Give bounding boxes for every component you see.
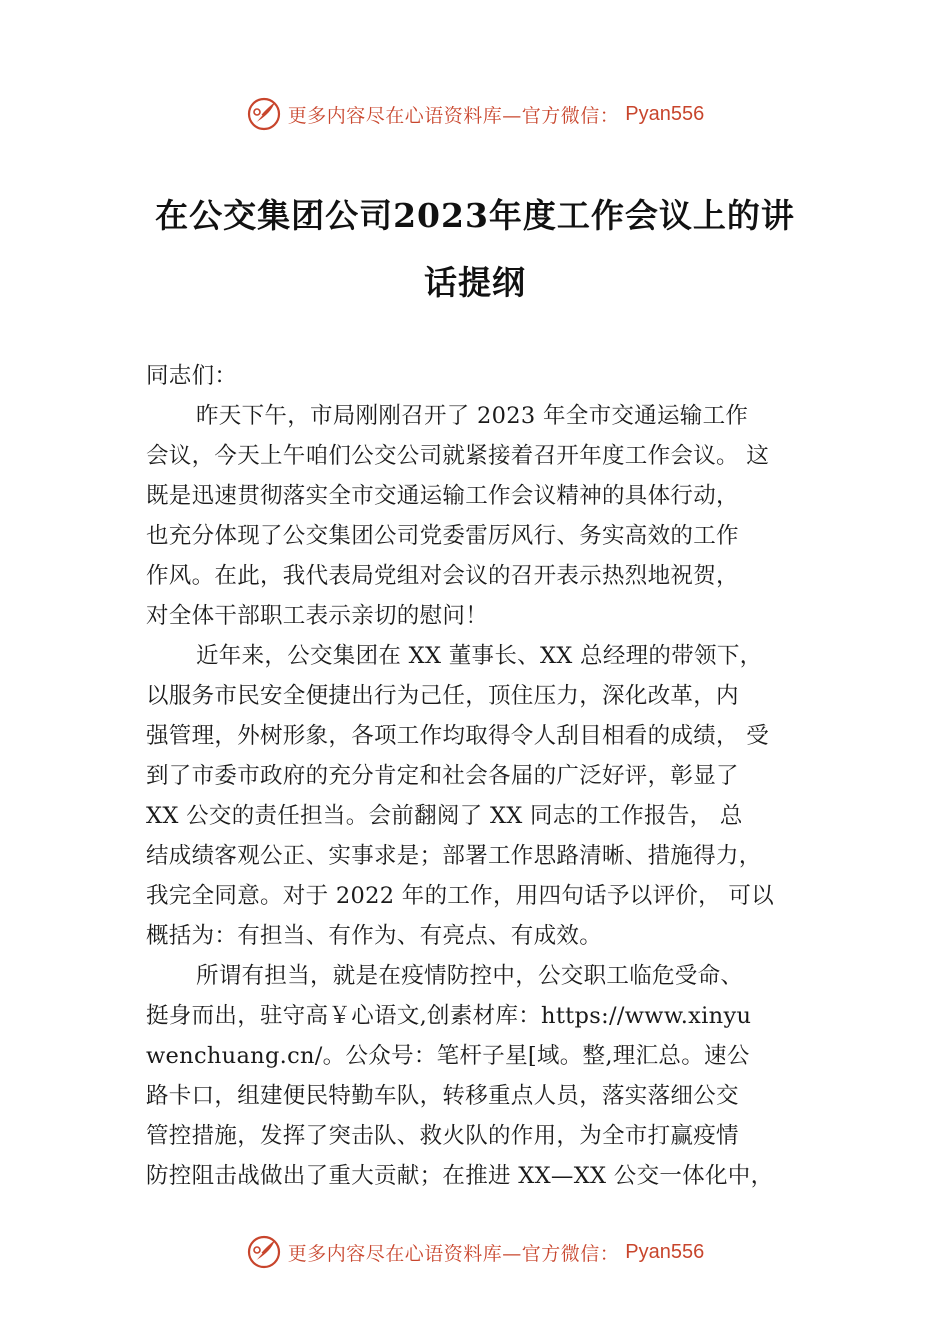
body-line: 到了市委市政府的充分肯定和社会各届的广泛好评，彰显了: [146, 763, 739, 789]
body-line: 昨天下午，市局刚刚召开了 2023 年全市交通运输工作: [196, 403, 749, 429]
footer-banner: [0, 1234, 950, 1270]
body-line: 结成绩客观公正、实事求是；部署工作思路清晰、措施得力，: [146, 843, 762, 869]
body-line: 近年来，公交集团在 XX 董事长、XX 总经理的带领下，: [196, 643, 763, 669]
document-title-line-2: 话提纲: [424, 263, 526, 302]
body-line: 管控措施，发挥了突击队、救火队的作用，为全市打赢疫情: [146, 1123, 739, 1149]
body-line: 挺身而出，驻守高￥心语文,创素材库：https://www.xinyu: [146, 1003, 752, 1029]
body-line: 也充分体现了公交集团公司党委雷厉风行、务实高效的工作: [146, 523, 739, 549]
body-line: 路卡口，组建便民特勤车队，转移重点人员，落实落细公交: [146, 1083, 739, 1109]
banner-text: 更多内容尽在心语资料库—官方微信：: [287, 104, 620, 127]
banner-text: 更多内容尽在心语资料库—官方微信：: [287, 1242, 620, 1265]
body-line: 会议，今天上午咱们公交公司就紧接着召开年度工作会议。 这: [146, 443, 770, 469]
body-line: 既是迅速贯彻落实全市交通运输工作会议精神的具体行动，: [146, 483, 739, 509]
quill-logo-icon: [246, 96, 282, 132]
document-title-line-1: 在公交集团公司2023年度工作会议上的讲: [155, 196, 795, 235]
quill-logo-icon: [246, 1234, 282, 1270]
body-line: 强管理，外树形象，各项工作均取得令人刮目相看的成绩， 受: [146, 723, 770, 749]
body-line: 以服务市民安全便捷出行为己任，顶住压力，深化改革，内: [146, 683, 739, 709]
body-line: XX 公交的责任担当。会前翻阅了 XX 同志的工作报告， 总: [146, 803, 743, 829]
body-line: 所谓有担当，就是在疫情防控中，公交职工临危受命、: [196, 963, 744, 989]
header-banner: [0, 96, 950, 132]
banner-wechat-id: Pyan556: [625, 1240, 705, 1263]
body-line: 防控阻击战做出了重大贡献；在推进 XX—XX 公交一体化中，: [146, 1163, 774, 1189]
banner-wechat-id: Pyan556: [625, 102, 705, 125]
body-line: 我完全同意。对于 2022 年的工作，用四句话予以评价， 可以: [146, 883, 775, 909]
greeting: 同志们：: [146, 363, 238, 389]
body-line: 对全体干部职工表示亲切的慰问！: [146, 603, 489, 629]
body-line: 概括为：有担当、有作为、有亮点、有成效。: [146, 923, 603, 949]
body-line: 作风。在此，我代表局党组对会议的召开表示热烈地祝贺，: [146, 563, 739, 589]
body-line: wenchuang.cn/。公众号：笔杆子星[域。整,理汇总。速公: [146, 1043, 750, 1069]
